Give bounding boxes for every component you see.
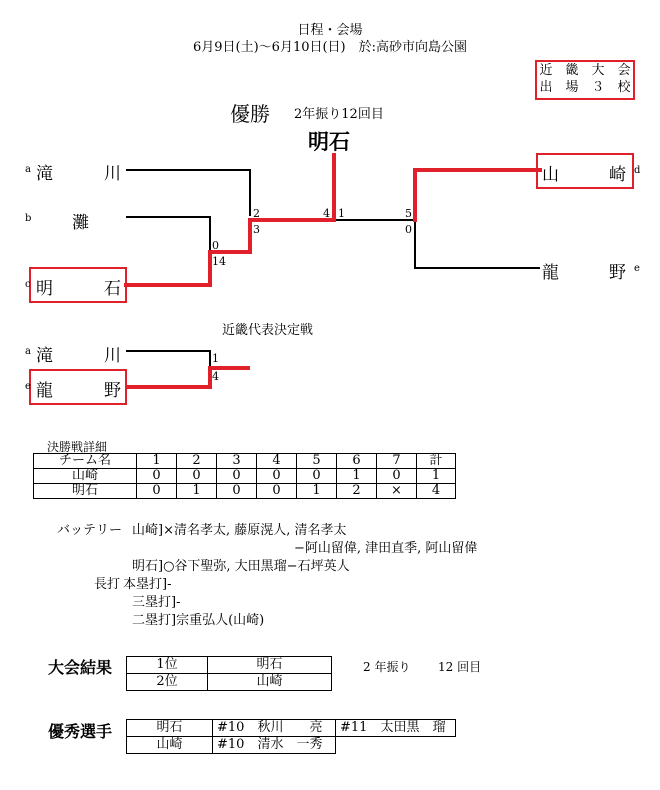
row-inning: 1 xyxy=(337,469,377,484)
header-inning: 2 xyxy=(177,454,217,469)
team-takigawa-1: 滝 xyxy=(36,164,53,184)
team-letter-e: e xyxy=(634,263,640,274)
battery-akashi: 明石]○谷下聖弥, 大田黒瑠−石坪英人 xyxy=(132,559,350,574)
results-label: 大会結果 xyxy=(48,658,113,677)
mvp-row xyxy=(127,720,456,737)
mvp-empty-cell xyxy=(336,737,456,754)
mvp-number: #11 xyxy=(340,720,368,735)
mvp-number: #10 xyxy=(217,737,245,752)
playoff-letter-e: e xyxy=(25,381,31,392)
win-path-yamasaki xyxy=(415,170,540,220)
doubles: 二塁打]宗重弘人(山崎) xyxy=(132,613,265,628)
row-team: 山崎 xyxy=(34,469,137,484)
mvp-table xyxy=(126,719,456,754)
row-inning: 1 xyxy=(177,484,217,499)
score-tatsuno-semi: 0 xyxy=(405,223,412,236)
playoff-takigawa-1: 滝 xyxy=(36,346,53,366)
team-tatsuno-2: 野 xyxy=(609,263,626,283)
results-row xyxy=(127,657,332,674)
result-rank: 1位 xyxy=(127,657,208,674)
team-letter-a: a xyxy=(25,164,31,175)
row-inning: 0 xyxy=(137,469,177,484)
playoff-tatsuno-2: 野 xyxy=(104,381,121,401)
team-letter-c: c xyxy=(25,279,31,290)
team-nada: 灘 xyxy=(72,213,89,233)
mvp-name: 太田黒 瑠 xyxy=(380,720,446,735)
header-total: 計 xyxy=(417,454,456,469)
playoff-score-tatsuno: 4 xyxy=(212,370,219,383)
qualify-line-1: 近 畿 大 会 xyxy=(539,63,631,78)
row-inning: 0 xyxy=(297,469,337,484)
row-team: 明石 xyxy=(34,484,137,499)
score-final-yamasaki: 1 xyxy=(338,207,345,220)
score-final-akashi: 4 xyxy=(323,207,330,220)
battery-label: バッテリー xyxy=(57,523,123,538)
mvp-row xyxy=(127,737,456,754)
playoff-title: 近畿代表決定戦 xyxy=(222,323,314,338)
qualify-line-2: 出 場 ３ 校 xyxy=(539,80,631,95)
playoff-tatsuno-1: 龍 xyxy=(36,381,53,401)
mvp-player-2 xyxy=(336,720,456,737)
row-inning: 1 xyxy=(297,484,337,499)
playoff-letter-a: a xyxy=(25,346,31,357)
results-row xyxy=(127,674,332,691)
results-note-years: 2 年振り xyxy=(363,660,411,674)
playoff-takigawa-2: 川 xyxy=(104,346,121,366)
mvp-name: 秋川 亮 xyxy=(257,720,323,735)
result-rank: 2位 xyxy=(127,674,208,691)
score-yamasaki-semi: 5 xyxy=(405,207,412,220)
line-takigawa xyxy=(126,170,250,216)
row-total: 1 xyxy=(417,469,456,484)
row-inning: 0 xyxy=(177,469,217,484)
mvp-name: 清水 一秀 xyxy=(257,737,323,752)
champion-label: 優勝 xyxy=(230,102,270,126)
team-yamasaki-1: 山 xyxy=(542,165,559,185)
dates-venue: 6月9日(土)〜6月10日(日) 於:高砂市向島公園 xyxy=(192,40,468,55)
row-total: 4 xyxy=(417,484,456,499)
score-takigawa: 2 xyxy=(253,207,260,220)
team-akashi-2: 石 xyxy=(104,279,121,299)
header-inning: 5 xyxy=(297,454,337,469)
row-inning: 2 xyxy=(337,484,377,499)
battery-yamasaki-catchers: −阿山留偉, 津田直季, 阿山留偉 xyxy=(294,541,478,556)
line-de-right xyxy=(415,220,540,268)
row-inning: 0 xyxy=(217,484,257,499)
row-inning: 0 xyxy=(217,469,257,484)
home-runs: 本塁打]- xyxy=(123,577,172,592)
champion-note: 2年振り12回目 xyxy=(294,107,384,122)
header-inning: 4 xyxy=(257,454,297,469)
playoff-score-takigawa: 1 xyxy=(212,352,219,365)
linescore-row-yamasaki xyxy=(34,469,456,484)
win-path-akashi xyxy=(126,155,334,285)
mvp-label: 優秀選手 xyxy=(48,722,113,741)
team-takigawa-2: 川 xyxy=(104,164,121,184)
team-akashi-1: 明 xyxy=(36,279,53,299)
linescore-row-akashi xyxy=(34,484,456,499)
score-akashi-semi: 3 xyxy=(253,223,260,236)
linescore-table xyxy=(33,453,456,499)
schedule-title: 日程・会場 xyxy=(297,23,363,38)
hits-label: 長打 xyxy=(94,577,121,592)
row-inning: × xyxy=(377,484,417,499)
mvp-team: 山崎 xyxy=(127,737,213,754)
result-team: 山崎 xyxy=(208,674,332,691)
header-team: チーム名 xyxy=(34,454,137,469)
team-letter-b: b xyxy=(25,213,32,224)
mvp-number: #10 xyxy=(217,720,245,735)
team-yamasaki-2: 崎 xyxy=(609,165,626,185)
result-team: 明石 xyxy=(208,657,332,674)
header-inning: 1 xyxy=(137,454,177,469)
line-nada xyxy=(126,217,210,250)
header-inning: 6 xyxy=(337,454,377,469)
linescore-header-row xyxy=(34,454,456,469)
row-inning: 0 xyxy=(257,469,297,484)
row-inning: 0 xyxy=(137,484,177,499)
mvp-player-1 xyxy=(213,720,336,737)
final-detail-title: 決勝戦詳細 xyxy=(47,440,108,454)
champion-team: 明石 xyxy=(308,130,350,154)
score-nada: 0 xyxy=(212,239,219,252)
row-inning: 0 xyxy=(257,484,297,499)
mvp-player-1 xyxy=(213,737,336,754)
results-table xyxy=(126,656,332,691)
results-note-times: 12 回目 xyxy=(438,660,482,674)
battery-yamasaki: 山崎]×清名孝太, 藤原滉人, 清名孝太 xyxy=(132,523,347,538)
mvp-team: 明石 xyxy=(127,720,213,737)
team-letter-d: d xyxy=(634,165,641,176)
triples: 三塁打]- xyxy=(132,595,181,610)
team-tatsuno-1: 龍 xyxy=(542,263,559,283)
row-inning: 0 xyxy=(377,469,417,484)
header-inning: 7 xyxy=(377,454,417,469)
score-akashi-first: 14 xyxy=(212,255,226,268)
header-inning: 3 xyxy=(217,454,257,469)
